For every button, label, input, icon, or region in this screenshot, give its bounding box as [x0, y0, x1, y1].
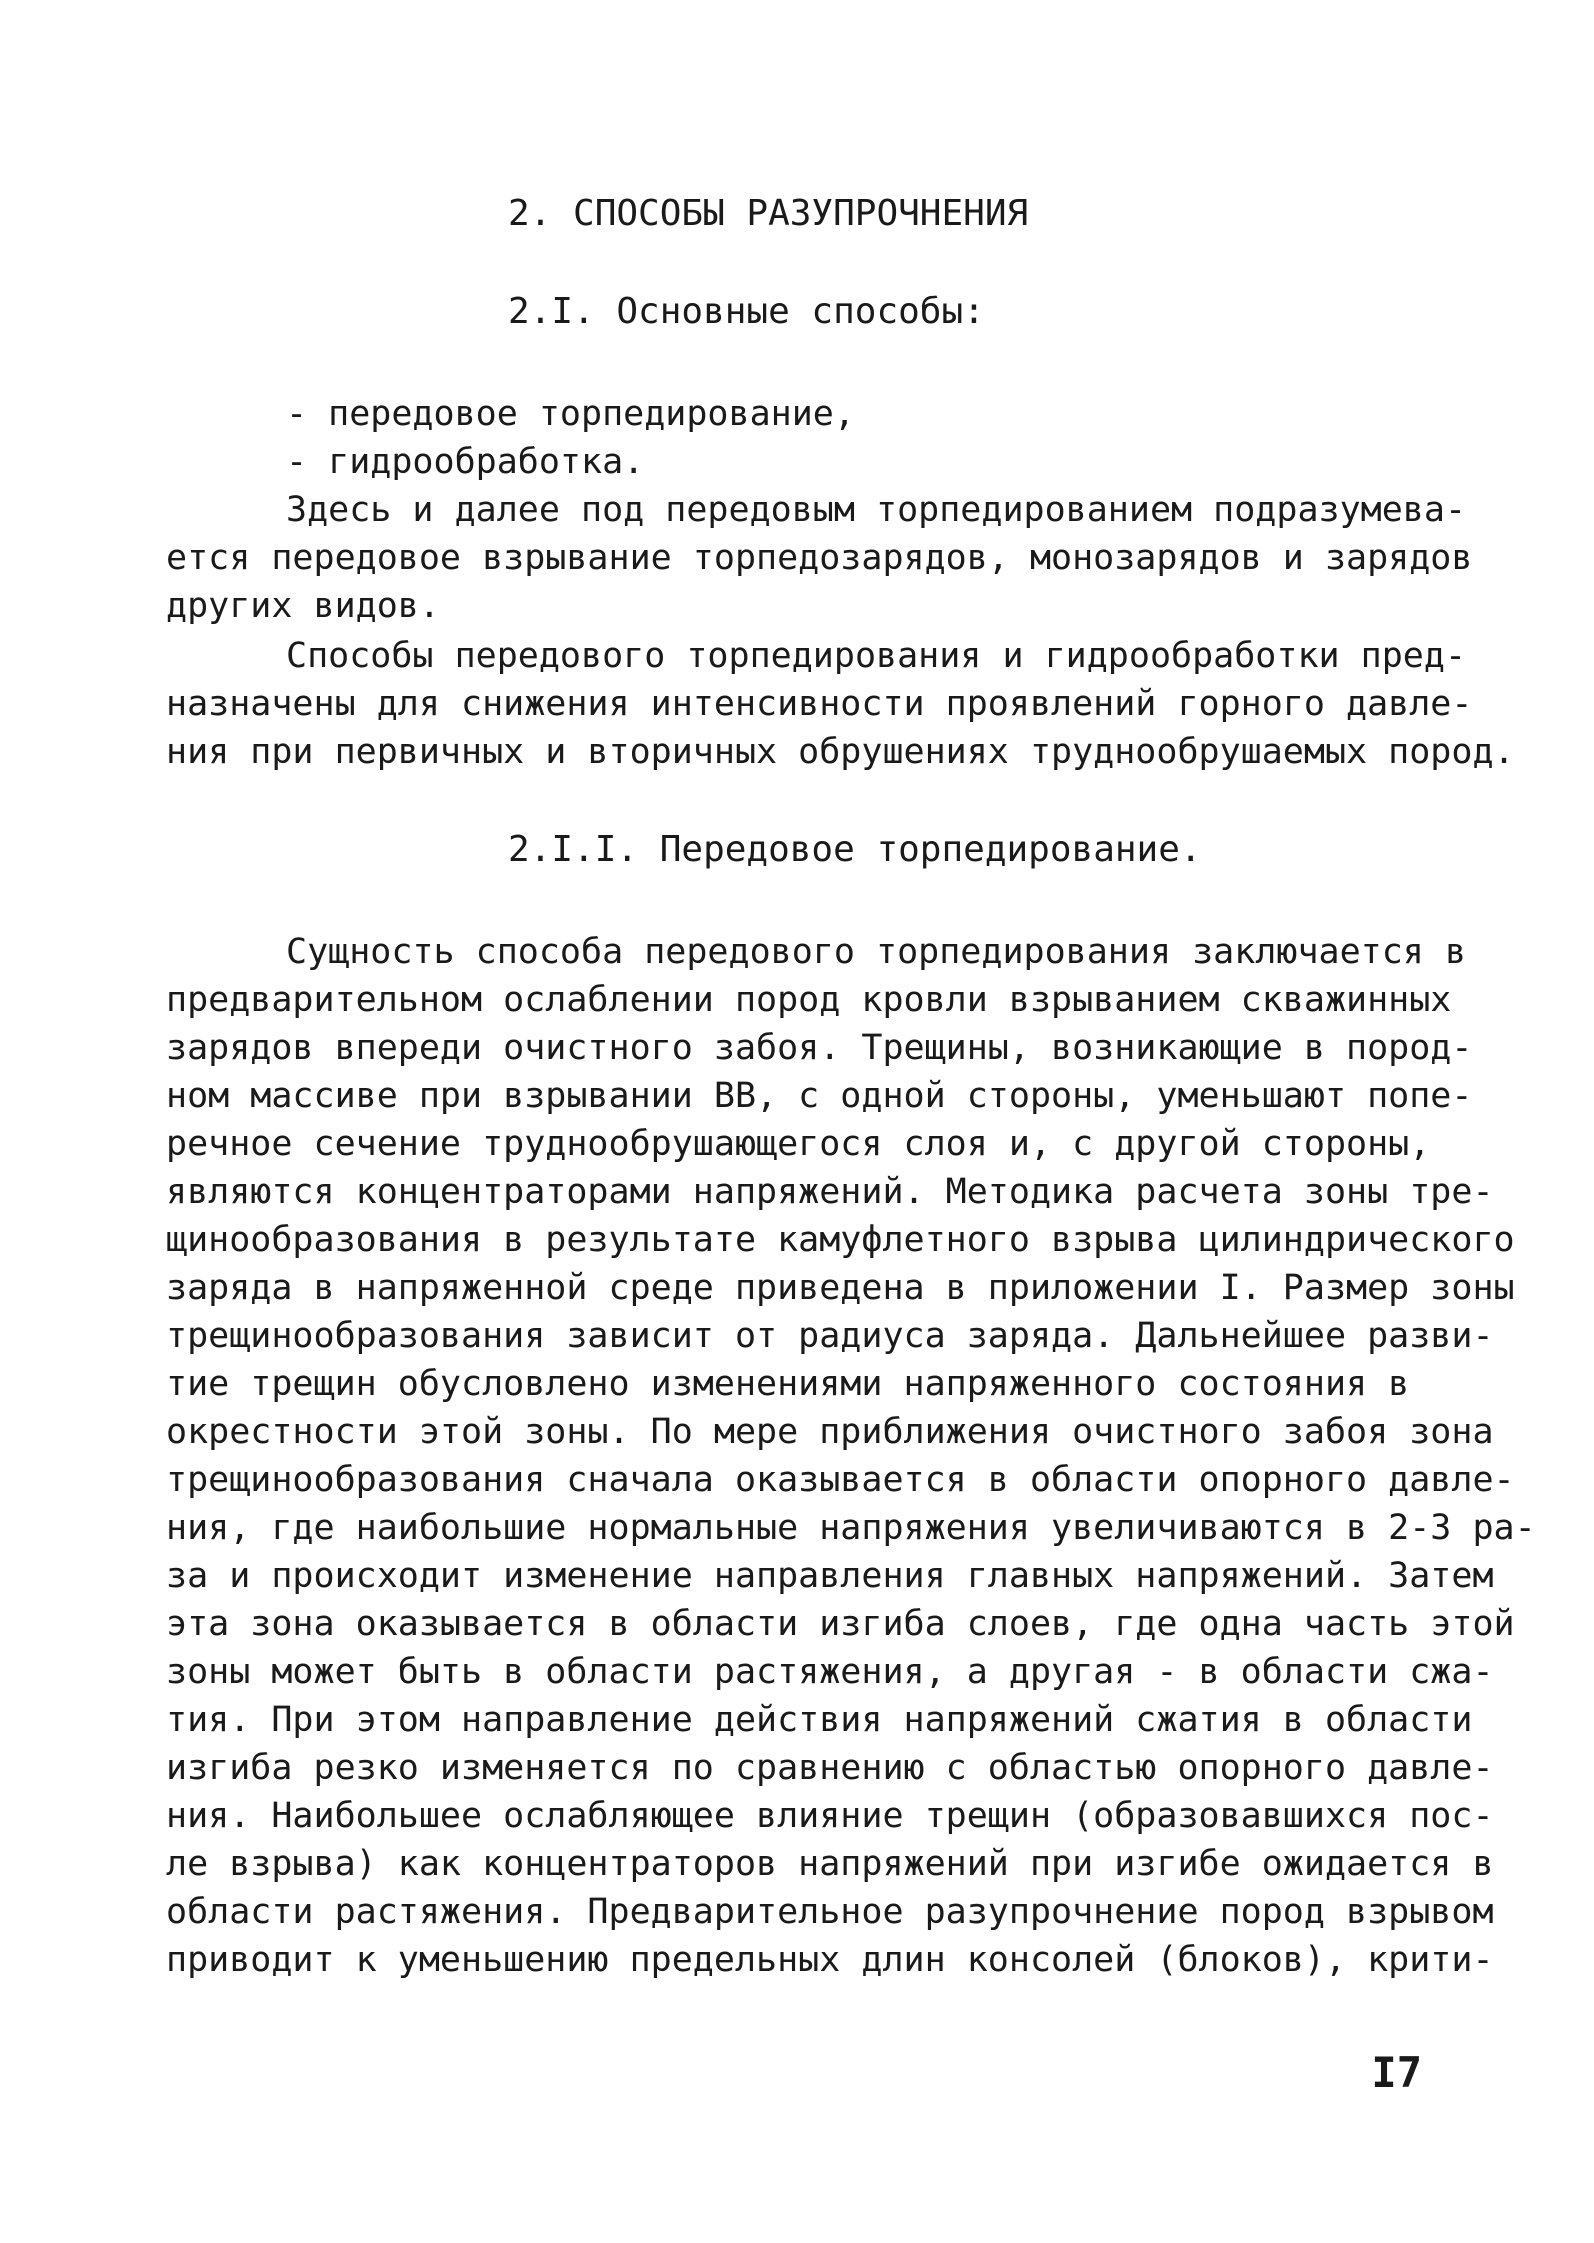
paragraph-line: трещинообразования зависит от радиуса заряда. Дальнейшее разви-: [166, 1316, 1494, 1356]
paragraph-line: зоны может быть в области растяжения, а другая - в области сжа-: [166, 1652, 1494, 1692]
paragraph-line: являются концентраторами напряжений. Методика расчета зоны тре-: [166, 1172, 1494, 1212]
paragraph-line: приводит к уменьшению предельных длин консолей (блоков), крити-: [166, 1940, 1494, 1980]
paragraph-line: Здесь и далее под передовым торпедированием подразумева-: [286, 490, 1467, 530]
list-item: - гидрообработка.: [286, 442, 645, 482]
paragraph-line: ется передовое взрывание торпедозарядов, монозарядов и зарядов: [166, 538, 1473, 578]
list-item: - передовое торпедирование,: [286, 394, 855, 434]
paragraph-line: окрестности этой зоны. По мере приближения очистного забоя зона: [166, 1412, 1494, 1452]
paragraph-line: Сущность способа передового торпедирования заключается в: [286, 932, 1467, 972]
paragraph-line: назначены для снижения интенсивности проявлений горного давле-: [166, 684, 1473, 724]
paragraph-line: трещинообразования сначала оказывается в области опорного давле-: [166, 1460, 1515, 1500]
paragraph-line: области растяжения. Предварительное разупрочнение пород взрывом: [166, 1892, 1494, 1932]
paragraph-line: Способы передового торпедирования и гидрообработки пред-: [286, 636, 1467, 676]
subsubsection-heading: 2.I.I. Передовое торпедирование.: [508, 829, 1202, 870]
page-number: I7: [1371, 2048, 1422, 2097]
paragraph-line: тие трещин обусловлено изменениями напряженного состояния в: [166, 1364, 1410, 1404]
paragraph-line: ния при первичных и вторичных обрушениях труднообрушаемых пород.: [166, 732, 1515, 772]
paragraph-line: речное сечение труднообрушающегося слоя и, с другой стороны,: [166, 1124, 1431, 1164]
paragraph-line: ном массиве при взрывании ВВ, с одной стороны, уменьшают попе-: [166, 1076, 1473, 1116]
paragraph-line: ле взрыва) как концентраторов напряжений при изгибе ожидается в: [166, 1844, 1494, 1884]
section-heading: 2. СПОСОБЫ РАЗУПРОЧНЕНИЯ: [508, 193, 1029, 234]
paragraph-line: тия. При этом направление действия напряжений сжатия в области: [166, 1700, 1473, 1740]
paragraph-line: зарядов впереди очистного забоя. Трещины, возникающие в пород-: [166, 1028, 1473, 1068]
paragraph-line: изгиба резко изменяется по сравнению с областью опорного давле-: [166, 1748, 1494, 1788]
subsection-heading: 2.I. Основные способы:: [508, 291, 985, 332]
paragraph-line: других видов.: [166, 586, 440, 626]
paragraph-line: щинообразования в результате камуфлетного взрыва цилиндрического: [166, 1220, 1515, 1260]
paragraph-line: ния. Наибольшее ослабляющее влияние трещин (образовавшихся пос-: [166, 1796, 1494, 1836]
paragraph-line: предварительном ослаблении пород кровли взрыванием скважинных: [166, 980, 1452, 1020]
paragraph-line: за и происходит изменение направления главных напряжений. Затем: [166, 1556, 1494, 1596]
paragraph-line: эта зона оказывается в области изгиба слоев, где одна часть этой: [166, 1604, 1515, 1644]
paragraph-line: заряда в напряженной среде приведена в приложении I. Размер зоны: [166, 1268, 1515, 1308]
paragraph-line: ния, где наибольшие нормальные напряжения увеличиваются в 2-3 ра-: [166, 1508, 1536, 1548]
